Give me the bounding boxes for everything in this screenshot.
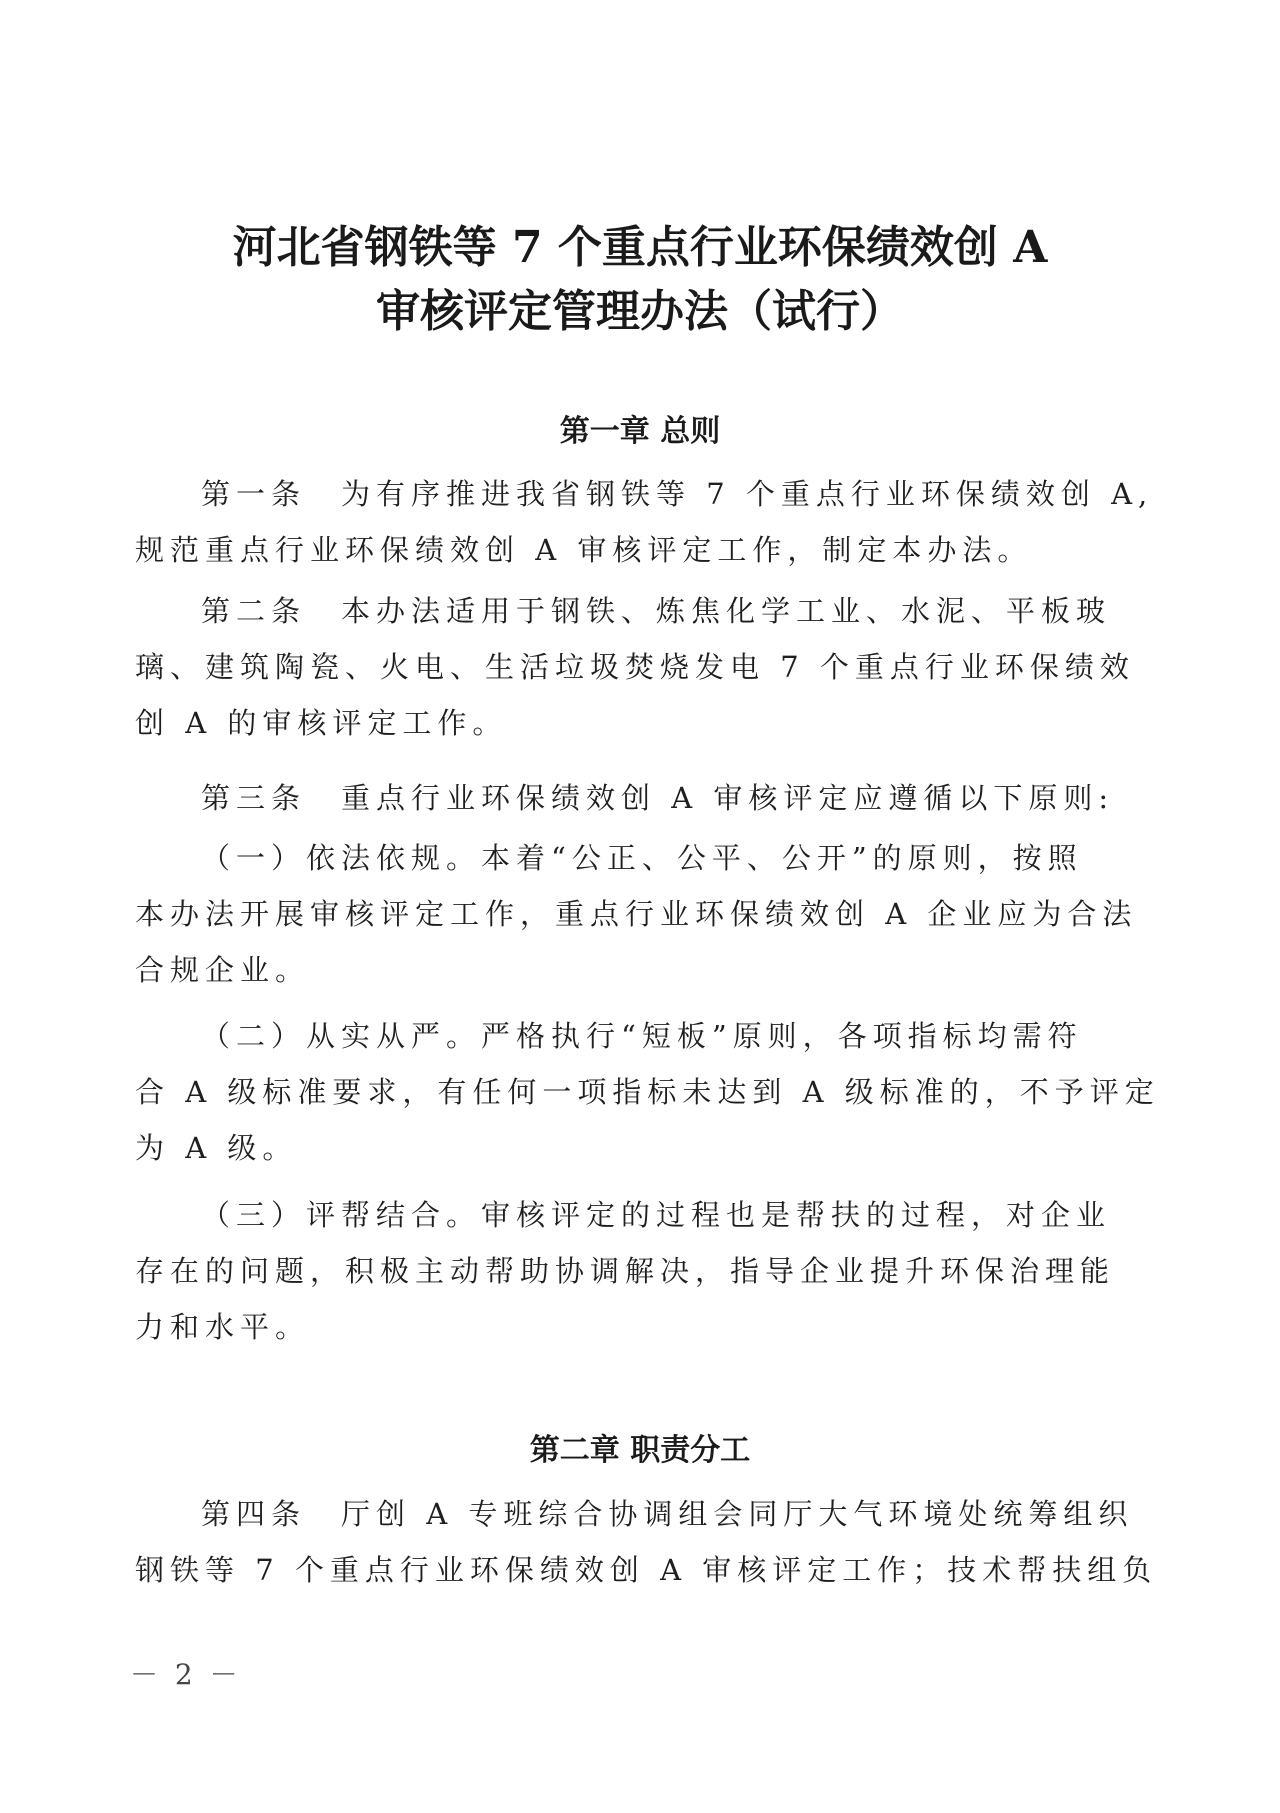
principle-2-line-1: （二）从实从严。严格执行“短板”原则，各项指标均需符 bbox=[201, 1019, 1083, 1053]
principle-3-line-1: （三）评帮结合。审核评定的过程也是帮扶的过程，对企业 bbox=[201, 1198, 1112, 1232]
principle-1-line-1: （一）依法依规。本着“公正、公平、公开”的原则，按照 bbox=[201, 841, 1083, 875]
principle-1-line-3: 合规企业。 bbox=[135, 953, 311, 987]
article-2-line-2: 璃、建筑陶瓷、火电、生活垃圾焚烧发电 7 个重点行业环保绩效 bbox=[135, 650, 1135, 684]
article-3-line-1: 第三条 重点行业环保绩效创 A 审核评定应遵循以下原则: bbox=[201, 781, 1115, 815]
chapter-heading-2: 第二章 职责分工 bbox=[529, 1433, 751, 1468]
article-3 bbox=[135, 770, 1115, 826]
principle-3-line-2: 存在的问题，积极主动帮助协调解决，指导企业提升环保治理能 bbox=[135, 1254, 1116, 1288]
principle-3 bbox=[135, 1187, 1116, 1355]
article-1-line-1: 第一条 为有序推进我省钢铁等 7 个重点行业环保绩效创 A, bbox=[201, 477, 1154, 511]
article-2-line-1: 第二条 本办法适用于钢铁、炼焦化学工业、水泥、平板玻 bbox=[201, 594, 1112, 628]
article-4-line-2: 钢铁等 7 个重点行业环保绩效创 A 审核评定工作；技术帮扶组负 bbox=[135, 1553, 1158, 1587]
principle-2-line-3: 为 A 级。 bbox=[135, 1131, 298, 1165]
page-number: － 2 － bbox=[130, 1658, 242, 1691]
principle-2 bbox=[135, 1008, 1160, 1176]
chapter-heading-1: 第一章 总则 bbox=[559, 414, 721, 449]
principle-1 bbox=[135, 830, 1138, 998]
article-1-line-2: 规范重点行业环保绩效创 A 审核评定工作，制定本办法。 bbox=[135, 533, 1033, 567]
principle-2-line-2: 合 A 级标准要求，有任何一项指标未达到 A 级标准的，不予评定 bbox=[135, 1075, 1160, 1109]
article-1 bbox=[135, 466, 1154, 578]
article-2 bbox=[135, 583, 1135, 751]
principle-1-line-2: 本办法开展审核评定工作，重点行业环保绩效创 A 企业应为合法 bbox=[135, 897, 1138, 931]
document-title-line-2: 审核评定管理办法（试行） bbox=[376, 286, 904, 337]
article-4 bbox=[135, 1486, 1158, 1598]
principle-3-line-3: 力和水平。 bbox=[135, 1310, 311, 1344]
document-title-line-1: 河北省钢铁等 7 个重点行业环保绩效创 A bbox=[232, 222, 1048, 273]
article-2-line-3: 创 A 的审核评定工作。 bbox=[135, 706, 508, 740]
article-4-line-1: 第四条 厅创 A 专班综合协调组会同厅大气环境处统筹组织 bbox=[201, 1497, 1134, 1531]
